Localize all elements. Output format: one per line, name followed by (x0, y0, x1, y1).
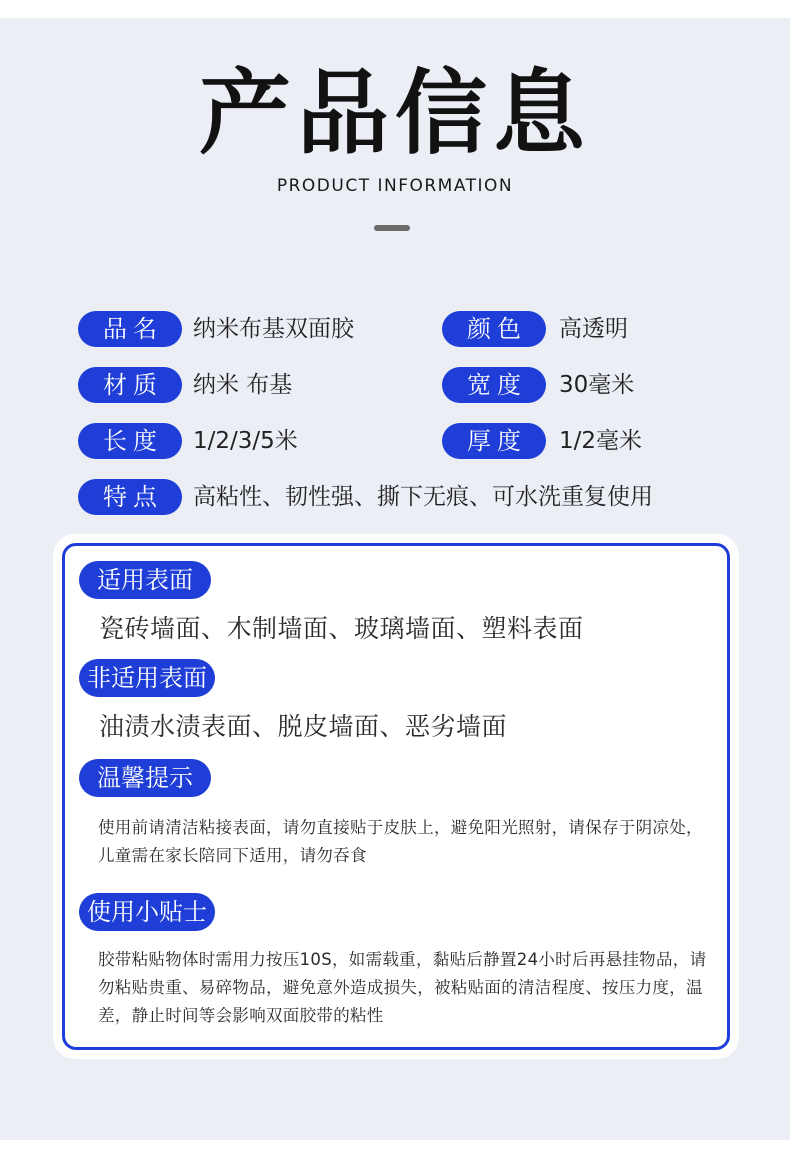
section-text-usage: 胶带粘贴物体时需用力按压10S，如需载重，黏贴后静置24小时后再悬挂物品，请勿粘贴贵重、易碎物品，避免意外造成损失，被粘贴面的清洁程度、按压力度，温差，静止时间等会影响双面胶带的粘性 (98, 950, 707, 1025)
spec-label-length: 长度 (78, 423, 182, 459)
spec-label-features: 特点 (78, 479, 182, 515)
section-text-tips: 使用前请清洁粘接表面，请勿直接贴于皮肤上，避免阳光照射，请保存于阴凉处，儿童需在家长陪同下适用，请勿吞食 (98, 818, 703, 865)
section-heading-suitable: 适用表面 (79, 561, 211, 599)
page-title: 产品信息 (198, 60, 591, 167)
info-card (53, 534, 739, 1059)
spec-label-width: 宽度 (442, 367, 546, 403)
section-text-unsuitable: 油渍水渍表面、脱皮墙面、恶劣墙面 (99, 712, 508, 741)
spec-label-thickness: 厚度 (442, 423, 546, 459)
section-heading-unsuitable: 非适用表面 (79, 659, 215, 697)
spec-value-width: 30毫米 (559, 372, 635, 398)
section-heading-tips: 温馨提示 (79, 759, 211, 797)
page-subtitle: PRODUCT INFORMATION (276, 176, 514, 196)
spec-label-color: 颜色 (442, 311, 546, 347)
spec-value-thickness: 1/2毫米 (559, 428, 643, 454)
spec-value-features: 高粘性、韧性强、撕下无痕、可水洗重复使用 (193, 484, 653, 510)
spec-label-material: 材质 (78, 367, 182, 403)
spec-value-material: 纳米 布基 (193, 372, 293, 398)
spec-value-name: 纳米布基双面胶 (193, 316, 354, 342)
spec-label-name: 品名 (78, 311, 182, 347)
spec-value-length: 1/2/3/5米 (193, 428, 298, 454)
title-divider (374, 225, 410, 231)
info-card-border (62, 543, 730, 1050)
section-heading-usage: 使用小贴士 (79, 893, 215, 931)
spec-value-color: 高透明 (559, 316, 628, 342)
section-text-suitable: 瓷砖墙面、木制墙面、玻璃墙面、塑料表面 (99, 614, 584, 643)
